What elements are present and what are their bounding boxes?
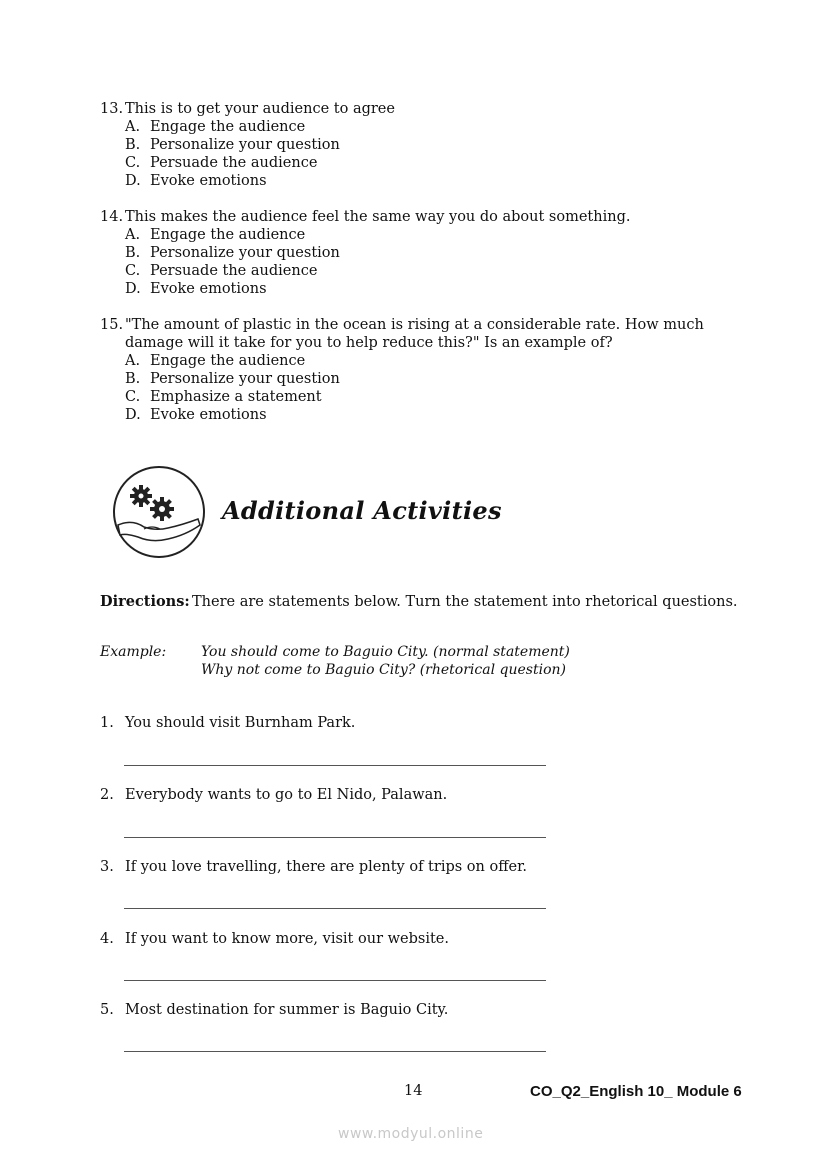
option-c: C. Persuade the audience (125, 155, 318, 171)
activity-item-2: 2. Everybody wants to go to El Nido, Palawan. (100, 787, 448, 803)
directions (100, 593, 740, 611)
option-d: D. Evoke emotions (125, 407, 267, 423)
page-number: 14 (404, 1083, 423, 1099)
answer-line-5[interactable] (124, 1051, 546, 1052)
activity-item-1: 1. You should visit Burnham Park. (100, 715, 356, 731)
answer-line-3[interactable] (124, 908, 546, 909)
option-b: B. Personalize your question (125, 371, 340, 387)
option-c: C. Persuade the audience (125, 263, 318, 279)
gears-in-hand-icon (112, 465, 206, 559)
option-b: B. Personalize your question (125, 137, 340, 153)
section-title: Additional Activities (222, 496, 502, 525)
question-15 (100, 316, 740, 424)
activity-item-3: 3. If you love travelling, there are plenty of trips on offer. (100, 859, 528, 875)
question-number: 14. (100, 209, 124, 225)
question-14 (100, 208, 740, 298)
answer-line-4[interactable] (124, 980, 546, 981)
option-d: D. Evoke emotions (125, 281, 267, 297)
activity-item-4: 4. If you want to know more, visit our website. (100, 931, 449, 947)
option-c: C. Emphasize a statement (125, 389, 322, 405)
option-a: A. Engage the audience (125, 353, 306, 369)
example-label: Example: (100, 644, 167, 660)
example (100, 643, 740, 679)
activity-item-5: 5. Most destination for summer is Baguio City. (100, 1002, 449, 1018)
example-line-2: Why not come to Baguio City? (rhetorical question) (201, 662, 566, 678)
question-number: 13. (100, 101, 124, 117)
option-a: A. Engage the audience (125, 119, 306, 135)
question-number: 15. (100, 317, 124, 333)
option-d: D. Evoke emotions (125, 173, 267, 189)
watermark: www.modyul.online (338, 1126, 484, 1142)
question-stem: This makes the audience feel the same way you do about something. (125, 209, 631, 225)
option-a: A. Engage the audience (125, 227, 306, 243)
option-b: B. Personalize your question (125, 245, 340, 261)
answer-line-2[interactable] (124, 837, 546, 838)
directions-label: Directions: (100, 593, 190, 610)
question-stem: This is to get your audience to agree (125, 101, 395, 117)
example-line-1: You should come to Baguio City. (normal statement) (201, 644, 570, 660)
question-stem: "The amount of plastic in the ocean is rising at a considerable rate. How much damage will it take for you to help reduce this?" Is an example of? (125, 317, 704, 351)
answer-line-1[interactable] (124, 765, 546, 766)
question-13 (100, 100, 740, 190)
module-code: CO_Q2_English 10_ Module 6 (530, 1083, 742, 1100)
directions-text: There are statements below. Turn the statement into rhetorical questions. (192, 594, 738, 610)
